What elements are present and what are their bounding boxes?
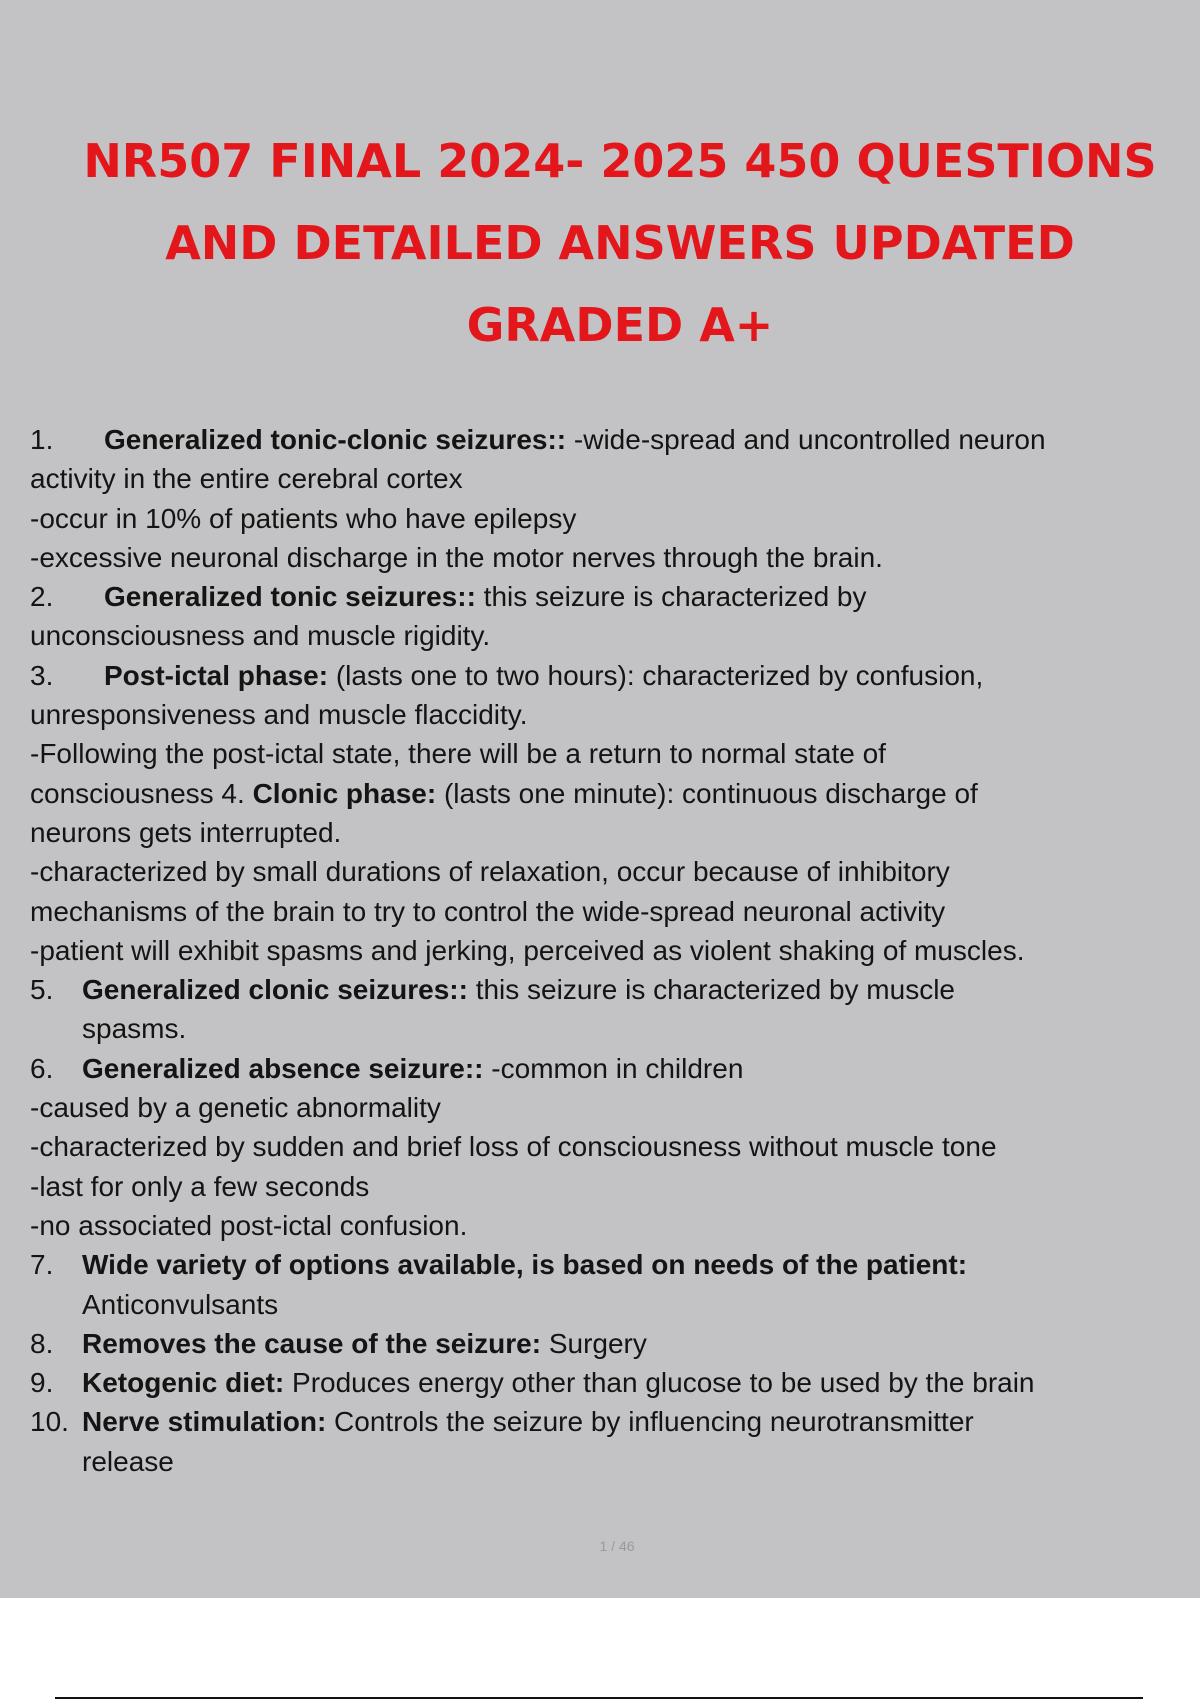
item-7-term: Wide variety of options available, is based on needs of the patient: [82, 1249, 968, 1281]
item-4-line-1: neurons gets interrupted. [30, 816, 342, 848]
item-2-heading: 2. Generalized tonic seizures:: this seizure is characterized by [30, 581, 867, 613]
item-1-definition: -wide-spread and uncontrolled neuron [566, 424, 1046, 455]
title-line-1: NR507 FINAL 2024- 2025 450 QUESTIONS [83, 134, 1157, 188]
item-4-line-4: -patient will exhibit spasms and jerking, perceived as violent shaking of muscles. [30, 934, 1025, 966]
document-title [40, 120, 1200, 366]
item-4-heading: consciousness 4. Clonic phase: (lasts one minute): continuous discharge of [30, 777, 978, 809]
item-7-number: 7. [30, 1249, 54, 1281]
item-3-definition: (lasts one to two hours): characterized by confusion, [328, 659, 984, 691]
item-3-term: Post-ictal phase: [104, 659, 329, 691]
item-2-definition: this seizure is characterized by [475, 581, 867, 613]
item-3-line-2: -Following the post-ictal state, there will be a return to normal state of [30, 738, 886, 770]
item-8-number: 8. [30, 1327, 54, 1359]
item-5-term: Generalized clonic seizures:: [82, 974, 468, 1006]
list-item-9 [30, 1363, 1190, 1402]
item-10-term: Nerve stimulation: [82, 1406, 327, 1438]
item-10-number: 10. [30, 1406, 69, 1438]
item-1-heading: 1. Generalized tonic-clonic seizures:: -wide-spread and uncontrolled neuron [30, 424, 1046, 455]
item-1-line-2: -occur in 10% of patients who have epilepsy [30, 502, 577, 534]
item-6-line-3: -last for only a few seconds [30, 1170, 370, 1202]
page-counter: 1 / 46 [599, 1538, 635, 1554]
document-body [30, 420, 1190, 1481]
item-4-line-2: -characterized by small durations of relaxation, occur because of inhibitory [30, 856, 950, 888]
item-5-definition: this seizure is characterized by muscle [467, 974, 955, 1006]
list-item-10 [30, 1402, 1190, 1481]
item-9-definition: Produces energy other than glucose to be used by the brain [284, 1367, 1035, 1399]
item-5-number: 5. [30, 974, 54, 1006]
item-6-definition: -common in children [483, 1052, 744, 1084]
list-item-8 [30, 1324, 1190, 1363]
item-6-number: 6. [30, 1052, 54, 1084]
item-3-line-1: unresponsiveness and muscle flaccidity. [30, 699, 528, 731]
item-9-term: Ketogenic diet: [82, 1367, 285, 1399]
item-1-line-3: -excessive neuronal discharge in the motor nerves through the brain. [30, 541, 883, 573]
item-1-term: Generalized tonic-clonic seizures:: [104, 424, 567, 455]
item-8-definition: Surgery [541, 1327, 647, 1359]
list-item-7 [30, 1245, 1190, 1324]
item-6-line-2: -characterized by sudden and brief loss of consciousness without muscle tone [30, 1131, 997, 1163]
item-2-line-1: unconsciousness and muscle rigidity. [30, 620, 491, 652]
page-divider [55, 1697, 1143, 1699]
item-2-term: Generalized tonic seizures:: [104, 581, 476, 613]
item-10-definition: Controls the seizure by influencing neurotransmitter [326, 1406, 974, 1438]
list-item-5 [30, 970, 1190, 1049]
item-4-line-3: mechanisms of the brain to try to control the wide-spread neuronal activity [30, 895, 946, 927]
title-line-3: GRADED A+ [466, 298, 774, 352]
title-line-2: AND DETAILED ANSWERS UPDATED [165, 216, 1075, 270]
item-6-line-4: -no associated post-ictal confusion. [30, 1209, 468, 1241]
item-1-line-1: activity in the entire cerebral cortex [30, 463, 463, 495]
item-4-term: Clonic phase: [252, 777, 437, 809]
item-7-continuation: Anticonvulsants [82, 1288, 279, 1320]
list-item-6 [30, 1049, 1190, 1088]
item-6-term: Generalized absence seizure:: [82, 1052, 484, 1084]
item-5-continuation: spasms. [82, 1013, 187, 1045]
item-3-heading: 3. Post-ictal phase: (lasts one to two hours): characterized by confusion, [30, 659, 984, 691]
item-4-definition: (lasts one minute): continuous discharge of [436, 777, 978, 809]
item-9-number: 9. [30, 1367, 54, 1399]
item-10-continuation: release [82, 1445, 174, 1477]
item-8-term: Removes the cause of the seizure: [82, 1327, 542, 1359]
item-6-line-1: -caused by a genetic abnormality [30, 1092, 441, 1124]
